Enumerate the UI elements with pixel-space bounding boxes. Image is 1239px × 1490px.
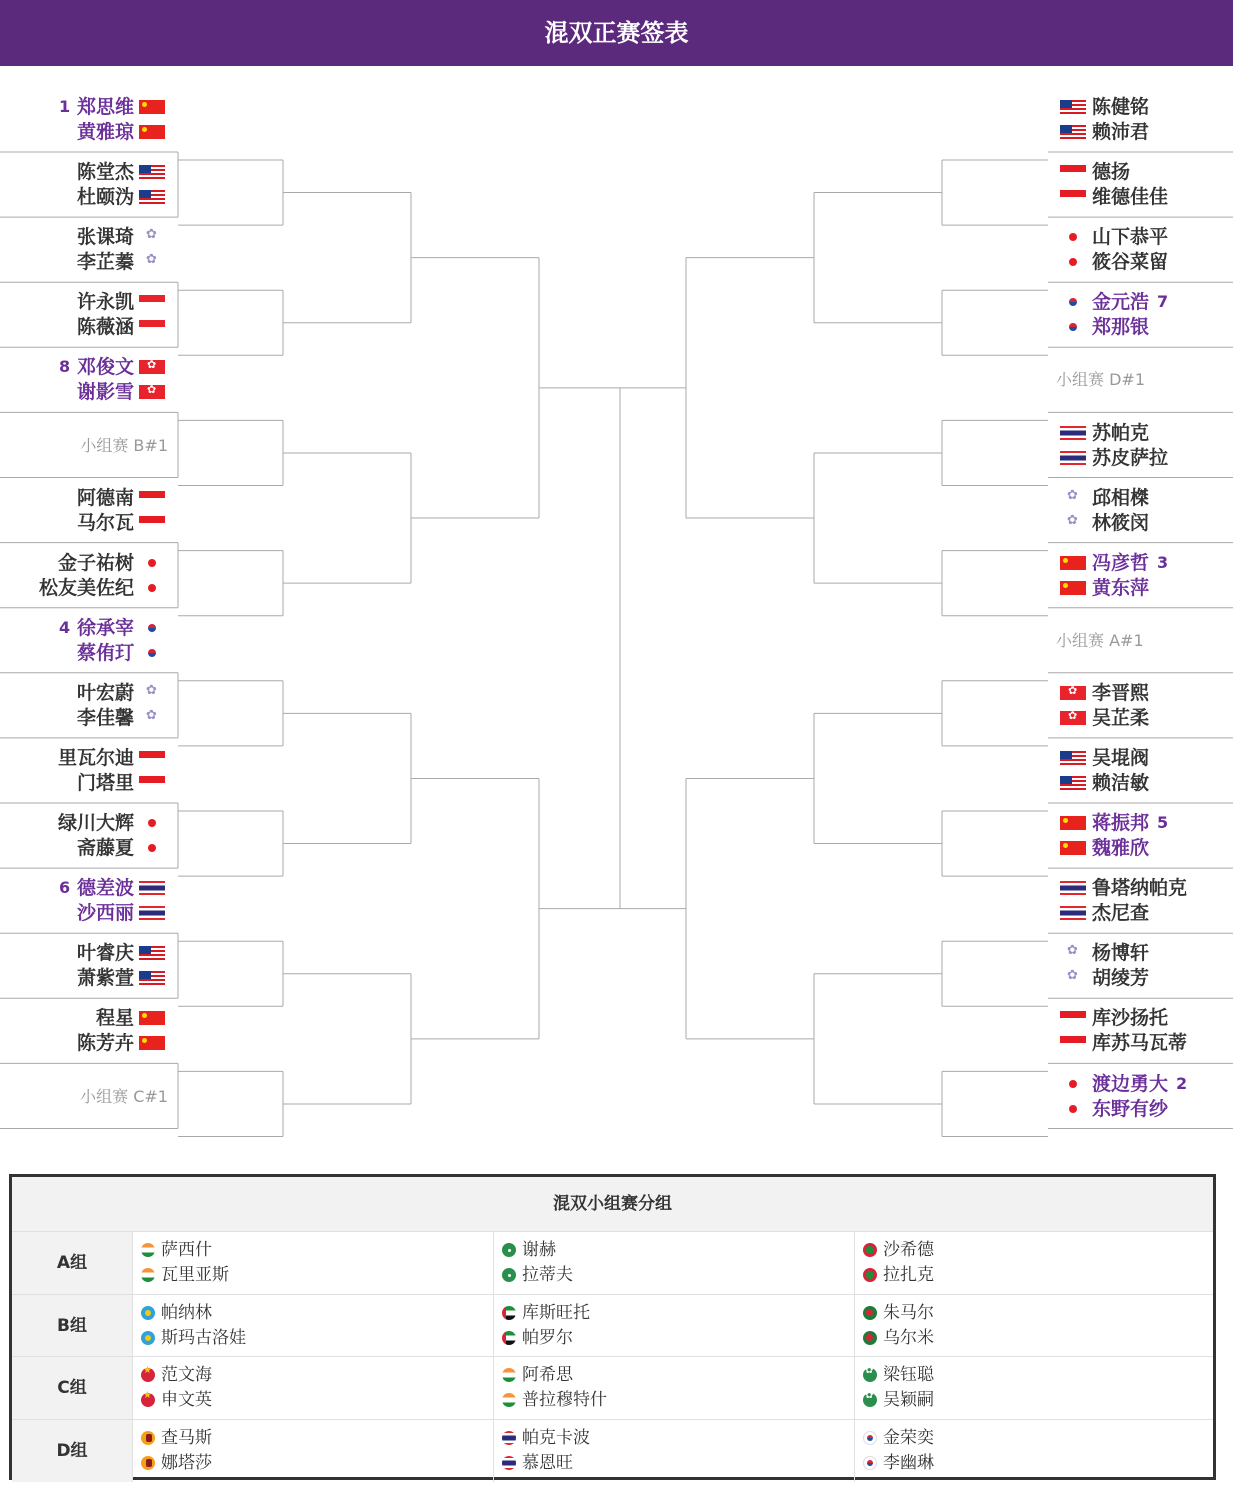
th-flag-icon — [502, 1456, 516, 1470]
player-name: 萧紫萱 — [76, 967, 134, 990]
player-name: 许永凯 — [76, 291, 134, 314]
bd-flag-icon — [863, 1306, 877, 1320]
cn-flag-icon — [1060, 581, 1086, 595]
hk-flag-icon — [139, 360, 165, 374]
my-flag-icon — [139, 190, 165, 204]
ae-flag-icon — [502, 1331, 516, 1345]
kr-flag-icon — [863, 1431, 877, 1445]
player-name: 魏雅欣 — [1092, 837, 1150, 860]
jp-flag-icon — [1060, 230, 1086, 244]
player-name: 李芷蓁 — [76, 251, 134, 274]
player-name: 申文英 — [161, 1390, 212, 1410]
mo-flag-icon — [863, 1393, 877, 1407]
player-name: 谢影雪 — [76, 381, 134, 404]
tw-flag-icon — [1060, 491, 1086, 505]
player-name: 松友美佐纪 — [38, 576, 134, 599]
player-name: 阿希思 — [522, 1365, 573, 1385]
group-pair[interactable] — [854, 1232, 1215, 1294]
tw-flag-icon — [139, 255, 165, 269]
player-name: 张课琦 — [76, 226, 134, 249]
player-name: 陈堂杰 — [76, 161, 134, 184]
in-flag-icon — [141, 1268, 155, 1282]
player-name: 吴颖嗣 — [883, 1390, 934, 1410]
vn-flag-icon — [141, 1393, 155, 1407]
bracket-slot[interactable] — [1050, 804, 1230, 868]
player-name: 郑那银 — [1092, 316, 1150, 339]
my-flag-icon — [1060, 751, 1086, 765]
player-name: 陈芳卉 — [76, 1032, 134, 1055]
lk-flag-icon — [141, 1456, 155, 1470]
player-name: 赖沛君 — [1092, 121, 1150, 143]
th-flag-icon — [1060, 881, 1086, 895]
player-name: 德差波 — [76, 877, 134, 900]
tw-flag-icon — [139, 686, 165, 700]
player-name: 拉蒂夫 — [522, 1265, 573, 1285]
jp-flag-icon — [139, 816, 165, 830]
group-pair[interactable] — [493, 1357, 854, 1419]
seed-number: 3 — [1157, 552, 1169, 572]
jp-flag-icon — [139, 581, 165, 595]
player-name: 渡边勇大 — [1092, 1072, 1169, 1095]
player-name: 陈健铭 — [1092, 96, 1150, 118]
bracket-slot[interactable] — [1050, 1065, 1230, 1129]
player-name: 徐承宰 — [76, 616, 134, 639]
bracket-slot[interactable] — [1050, 674, 1230, 738]
player-name: 谢赫 — [522, 1240, 556, 1260]
group-placeholder-label: 小组赛 D#1 — [1056, 370, 1145, 390]
player-name: 梁钰聪 — [883, 1365, 934, 1385]
bracket-slot[interactable] — [1050, 414, 1230, 478]
seed-number: 7 — [1157, 292, 1169, 312]
mv-flag-icon — [863, 1243, 877, 1257]
kz-flag-icon — [141, 1306, 155, 1320]
th-flag-icon — [139, 881, 165, 895]
hk-flag-icon — [1060, 686, 1086, 700]
group-pair[interactable] — [132, 1420, 493, 1482]
tw-flag-icon — [1060, 516, 1086, 530]
page-title: 混双正赛签表 — [544, 19, 689, 47]
mv-flag-icon — [863, 1268, 877, 1282]
player-name: 门塔里 — [76, 772, 134, 794]
player-name: 赖洁敏 — [1092, 772, 1150, 794]
bracket-slot[interactable] — [0, 153, 180, 217]
player-name: 库斯旺托 — [522, 1302, 590, 1323]
bracket-slot[interactable] — [1050, 999, 1230, 1063]
sg-flag-icon — [139, 320, 165, 334]
group-row — [12, 1294, 1213, 1356]
group-pair[interactable] — [854, 1357, 1215, 1419]
player-name: 李幽琳 — [883, 1452, 934, 1473]
kr-flag-icon — [863, 1456, 877, 1470]
jp-flag-icon — [1060, 255, 1086, 269]
group-pair[interactable] — [493, 1295, 854, 1357]
kr-flag-icon — [1060, 295, 1086, 309]
player-name: 库苏马瓦蒂 — [1092, 1032, 1188, 1055]
group-pair[interactable] — [493, 1232, 854, 1294]
bracket-slot[interactable] — [1050, 609, 1230, 673]
kz-flag-icon — [141, 1331, 155, 1345]
player-name: 杨博轩 — [1092, 942, 1150, 965]
player-name: 娜塔莎 — [161, 1452, 212, 1473]
player-name: 马尔瓦 — [76, 511, 134, 534]
player-name: 叶睿庆 — [76, 942, 134, 965]
player-name: 慕恩旺 — [522, 1452, 573, 1473]
cn-flag-icon — [1060, 816, 1086, 830]
sg-flag-icon — [139, 295, 165, 309]
seed-number: 5 — [1157, 813, 1169, 833]
jp-flag-icon — [1060, 1102, 1086, 1116]
player-name: 乌尔米 — [883, 1327, 934, 1348]
vn-flag-icon — [141, 1368, 155, 1382]
player-name: 林筱闵 — [1092, 511, 1150, 534]
player-name: 普拉穆特什 — [522, 1390, 607, 1410]
player-name: 山下恭平 — [1092, 226, 1169, 249]
player-name: 陈薇涵 — [76, 316, 134, 339]
player-name: 邱相榤 — [1092, 486, 1150, 509]
th-flag-icon — [502, 1431, 516, 1445]
my-flag-icon — [139, 946, 165, 960]
player-name: 金元浩 — [1092, 291, 1150, 314]
player-name: 金荣奕 — [883, 1427, 934, 1448]
group-label: C组 — [12, 1357, 132, 1419]
player-name: 德扬 — [1092, 161, 1131, 184]
player-name: 黄东萍 — [1092, 576, 1150, 599]
seed-number: 6 — [59, 878, 71, 898]
group-placeholder-label: 小组赛 B#1 — [80, 435, 168, 455]
cn-flag-icon — [139, 125, 165, 139]
bracket-slot[interactable] — [1050, 869, 1230, 933]
in-flag-icon — [502, 1368, 516, 1382]
bracket-slot[interactable] — [1050, 739, 1230, 803]
player-name: 阿德南 — [76, 486, 134, 509]
player-name: 帕罗尔 — [522, 1327, 573, 1348]
cn-flag-icon — [139, 100, 165, 114]
player-name: 东野有纱 — [1092, 1097, 1169, 1120]
player-name: 苏皮萨拉 — [1092, 446, 1169, 469]
group-row — [12, 1419, 1213, 1481]
player-name: 拉扎克 — [883, 1265, 934, 1285]
bracket-slot[interactable] — [0, 479, 180, 543]
group-pair[interactable] — [132, 1232, 493, 1294]
player-name: 帕克卡波 — [522, 1427, 590, 1448]
player-name: 苏帕克 — [1092, 421, 1150, 444]
player-name: 沙希德 — [883, 1240, 934, 1260]
bracket-slot[interactable] — [0, 348, 180, 412]
bracket-slot[interactable] — [0, 283, 180, 347]
kr-flag-icon — [139, 621, 165, 635]
mo-flag-icon — [863, 1368, 877, 1382]
lk-flag-icon — [141, 1431, 155, 1445]
player-name: 萨西什 — [161, 1240, 212, 1260]
group-pair[interactable] — [132, 1295, 493, 1357]
cn-flag-icon — [1060, 841, 1086, 855]
seed-number: 8 — [59, 357, 71, 377]
bracket-slot[interactable] — [1050, 283, 1230, 347]
player-name: 邓俊文 — [76, 356, 134, 379]
th-flag-icon — [139, 906, 165, 920]
player-name: 杰尼查 — [1092, 902, 1150, 925]
group-label: B组 — [12, 1295, 132, 1357]
id-flag-icon — [1060, 1011, 1086, 1025]
th-flag-icon — [1060, 906, 1086, 920]
kr-flag-icon — [1060, 320, 1086, 334]
bracket-slot[interactable] — [0, 804, 180, 868]
group-pair[interactable] — [854, 1295, 1215, 1357]
cn-flag-icon — [139, 1036, 165, 1050]
th-flag-icon — [1060, 426, 1086, 440]
player-name: 范文海 — [161, 1365, 212, 1385]
my-flag-icon — [139, 165, 165, 179]
id-flag-icon — [139, 776, 165, 790]
bracket-slot[interactable] — [0, 999, 180, 1063]
pk-flag-icon — [502, 1268, 516, 1282]
in-flag-icon — [502, 1393, 516, 1407]
my-flag-icon — [1060, 776, 1086, 790]
jp-flag-icon — [139, 556, 165, 570]
tw-flag-icon — [139, 711, 165, 725]
player-name: 绿川大辉 — [57, 812, 134, 835]
group-pair[interactable] — [854, 1420, 1215, 1482]
player-name: 维德佳佳 — [1092, 186, 1169, 209]
bracket-slot[interactable] — [1050, 88, 1230, 152]
tw-flag-icon — [139, 230, 165, 244]
player-name: 黄雅琼 — [76, 121, 134, 143]
bracket-slot[interactable] — [1050, 218, 1230, 282]
player-name: 程星 — [95, 1007, 134, 1030]
my-flag-icon — [1060, 100, 1086, 114]
hk-flag-icon — [139, 385, 165, 399]
bracket-slot[interactable] — [0, 739, 180, 803]
player-name: 杜颐沩 — [76, 186, 134, 209]
player-name: 蔡侑玎 — [76, 641, 134, 664]
player-name: 叶宏蔚 — [76, 681, 134, 704]
group-placeholder-label: 小组赛 A#1 — [1056, 630, 1144, 650]
ae-flag-icon — [502, 1306, 516, 1320]
player-name: 斋藤夏 — [76, 837, 134, 860]
hk-flag-icon — [1060, 711, 1086, 725]
player-name: 查马斯 — [161, 1427, 212, 1448]
id-flag-icon — [139, 491, 165, 505]
player-name: 库沙扬托 — [1092, 1007, 1169, 1030]
id-flag-icon — [1060, 1036, 1086, 1050]
player-name: 胡绫芳 — [1092, 967, 1150, 990]
group-pair[interactable] — [493, 1420, 854, 1482]
seed-number: 1 — [59, 97, 71, 116]
bracket-slot[interactable] — [0, 544, 180, 608]
kr-flag-icon — [139, 646, 165, 660]
tw-flag-icon — [1060, 971, 1086, 985]
group-placeholder-label: 小组赛 C#1 — [80, 1086, 168, 1106]
player-name: 帕纳林 — [161, 1302, 212, 1323]
bracket-slot[interactable] — [0, 1065, 180, 1129]
player-name: 沙西丽 — [76, 902, 134, 925]
jp-flag-icon — [139, 841, 165, 855]
bracket-slot[interactable] — [0, 218, 180, 282]
player-name: 金子祐树 — [57, 551, 134, 574]
player-name: 冯彦哲 — [1092, 551, 1150, 574]
bracket-slot[interactable] — [0, 934, 180, 998]
groups-title: 混双小组赛分组 — [12, 1177, 1213, 1231]
seed-number: 4 — [59, 617, 71, 637]
bracket-slot[interactable] — [1050, 348, 1230, 412]
player-name: 李佳馨 — [76, 706, 134, 729]
cn-flag-icon — [1060, 556, 1086, 570]
player-name: 里瓦尔迪 — [57, 747, 134, 769]
pk-flag-icon — [502, 1243, 516, 1257]
player-name: 斯玛古洛娃 — [161, 1327, 246, 1348]
id-flag-icon — [1060, 165, 1086, 179]
cn-flag-icon — [139, 1011, 165, 1025]
seed-number: 2 — [1176, 1073, 1188, 1093]
my-flag-icon — [1060, 125, 1086, 139]
player-name: 筱谷菜留 — [1092, 251, 1169, 274]
bracket-slot[interactable] — [0, 609, 180, 673]
player-name: 蒋振邦 — [1092, 812, 1150, 835]
id-flag-icon — [139, 516, 165, 530]
player-name: 李晋熙 — [1092, 681, 1150, 704]
player-name: 吴芷柔 — [1092, 706, 1150, 729]
tw-flag-icon — [1060, 946, 1086, 960]
bracket-slot[interactable] — [1050, 479, 1230, 543]
groups-table — [9, 1174, 1216, 1480]
th-flag-icon — [1060, 451, 1086, 465]
player-name: 朱马尔 — [883, 1302, 934, 1323]
bracket-slot[interactable] — [1050, 544, 1230, 608]
player-name: 郑思维 — [76, 96, 134, 118]
bd-flag-icon — [863, 1331, 877, 1345]
player-name: 吴堒阀 — [1092, 747, 1150, 769]
group-label: A组 — [12, 1232, 132, 1294]
player-name: 瓦里亚斯 — [161, 1265, 229, 1285]
bracket-slot[interactable] — [0, 88, 180, 152]
jp-flag-icon — [1060, 1077, 1086, 1091]
group-pair[interactable] — [132, 1357, 493, 1419]
in-flag-icon — [141, 1243, 155, 1257]
bracket-slot[interactable] — [0, 869, 180, 933]
bracket-slot[interactable] — [0, 674, 180, 738]
bracket-slot[interactable] — [1050, 153, 1230, 217]
my-flag-icon — [139, 971, 165, 985]
group-row — [12, 1231, 1213, 1293]
id-flag-icon — [139, 751, 165, 765]
bracket-slot[interactable] — [1050, 934, 1230, 998]
player-name: 鲁塔纳帕克 — [1092, 877, 1188, 900]
group-row — [12, 1356, 1213, 1418]
bracket-slot[interactable] — [0, 414, 180, 478]
id-flag-icon — [1060, 190, 1086, 204]
group-label: D组 — [12, 1420, 132, 1482]
